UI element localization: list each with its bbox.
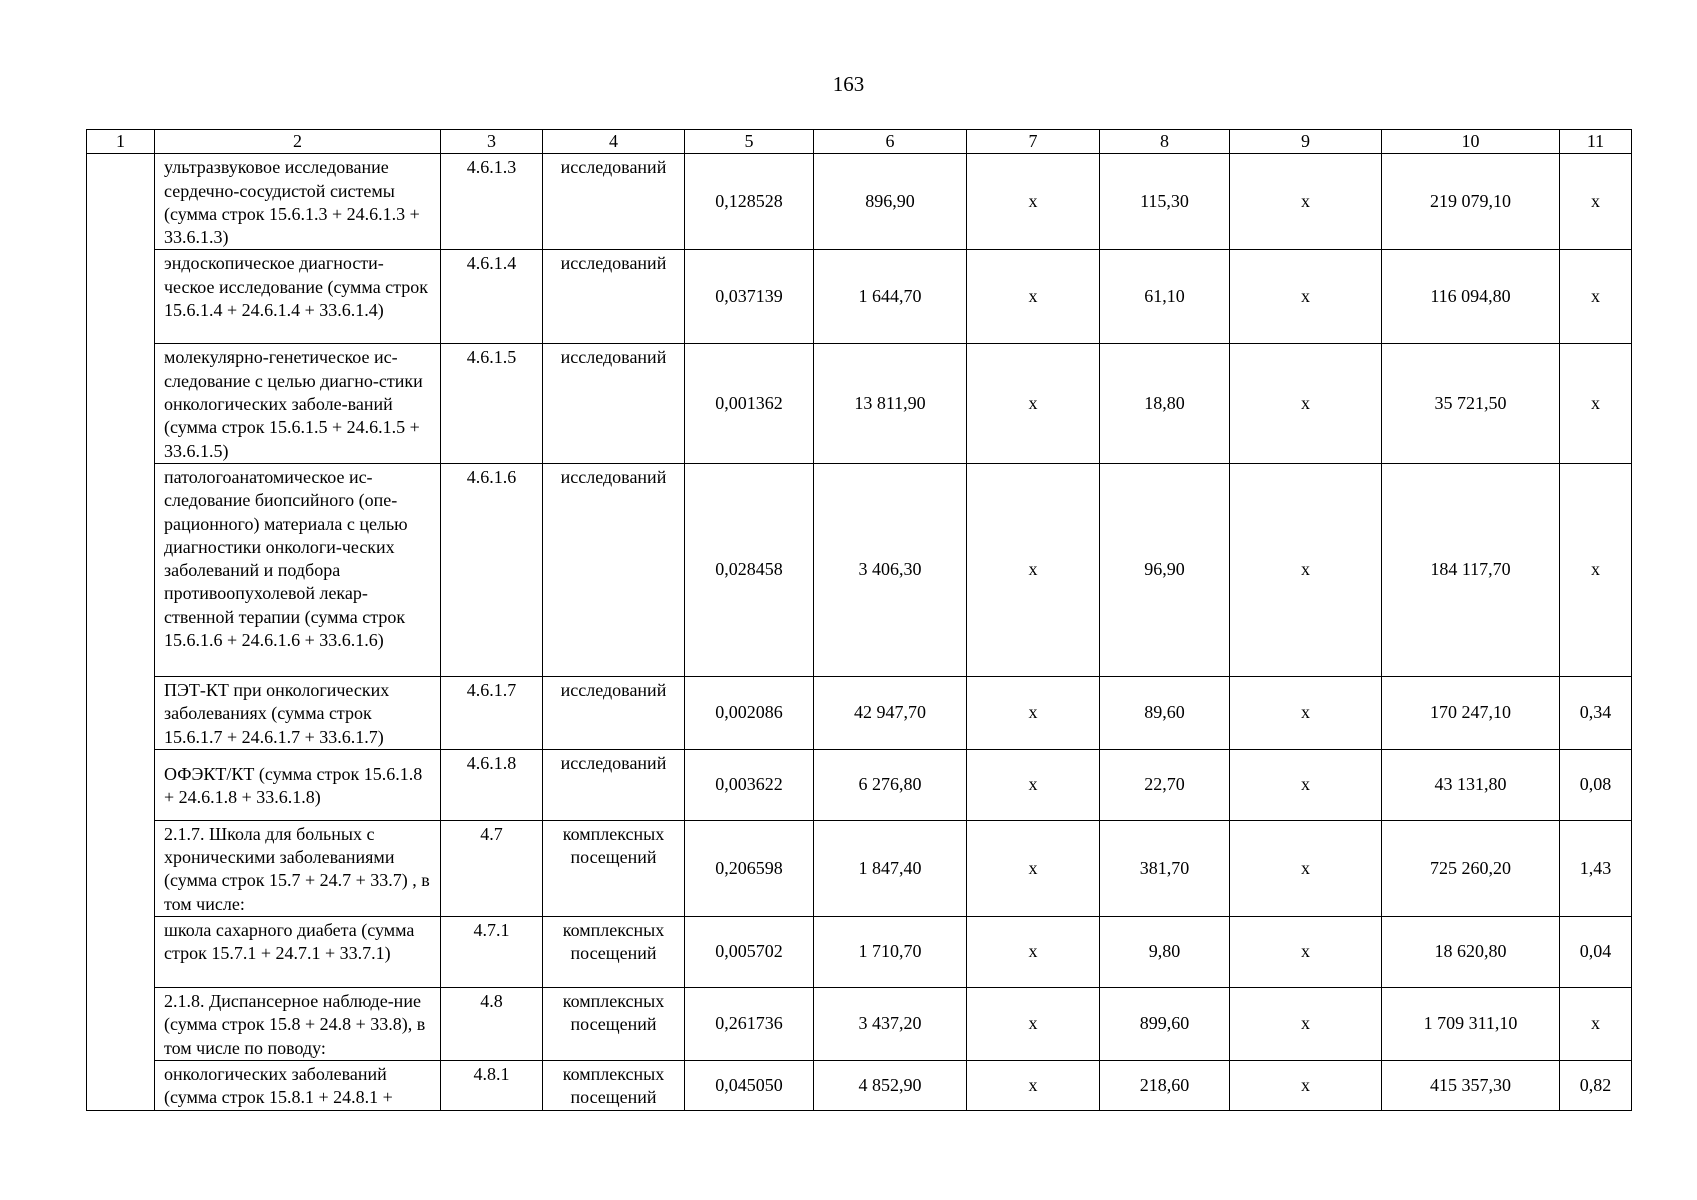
cell-col8: 18,80 <box>1100 344 1230 463</box>
cell-col5: 0,128528 <box>685 154 814 250</box>
row-code: 4.6.1.5 <box>441 344 543 463</box>
cell-col9: х <box>1230 1060 1382 1110</box>
cell-col10: 219 079,10 <box>1382 154 1560 250</box>
cell-col9: х <box>1230 250 1382 344</box>
row-unit: комплексных посещений <box>543 988 685 1061</box>
cell-col5: 0,005702 <box>685 917 814 988</box>
cell-col11: 1,43 <box>1560 820 1632 916</box>
table-row <box>87 154 1632 250</box>
cell-col7: х <box>967 820 1100 916</box>
cell-col5: 0,002086 <box>685 676 814 749</box>
cell-col9: х <box>1230 820 1382 916</box>
cell-col6: 3 406,30 <box>814 463 967 676</box>
cell-col6: 4 852,90 <box>814 1060 967 1110</box>
cell-col6: 896,90 <box>814 154 967 250</box>
row-name: школа сахарного диабета (сумма строк 15.7.1 + 24.7.1 + 33.7.1) <box>155 917 441 988</box>
row-name: эндоскопическое диагности-ческое исследование (сумма строк 15.6.1.4 + 24.6.1.4 + 33.6.1.4) <box>155 250 441 344</box>
cell-col9: х <box>1230 463 1382 676</box>
cell-col11: х <box>1560 250 1632 344</box>
cell-col8: 381,70 <box>1100 820 1230 916</box>
cell-col10: 43 131,80 <box>1382 749 1560 820</box>
table-row <box>87 344 1632 463</box>
column-header: 3 <box>441 130 543 154</box>
cell-col9: х <box>1230 344 1382 463</box>
row-name: молекулярно-генетическое ис-следование с целью диагно-стики онкологических заболе-ваний (сумма строк 15.6.1.5 + 24.6.1.5 + 33.6.1.5) <box>155 344 441 463</box>
column-header: 8 <box>1100 130 1230 154</box>
cell-col6: 3 437,20 <box>814 988 967 1061</box>
cell-col9: х <box>1230 917 1382 988</box>
cell-col8: 61,10 <box>1100 250 1230 344</box>
row-code: 4.6.1.3 <box>441 154 543 250</box>
cell-col5: 0,206598 <box>685 820 814 916</box>
row-code: 4.8.1 <box>441 1060 543 1110</box>
row-code: 4.6.1.6 <box>441 463 543 676</box>
row-unit: комплексных посещений <box>543 917 685 988</box>
cell-col10: 116 094,80 <box>1382 250 1560 344</box>
cell-col7: х <box>967 154 1100 250</box>
cell-col6: 1 847,40 <box>814 820 967 916</box>
row-code: 4.7 <box>441 820 543 916</box>
cell-col8: 9,80 <box>1100 917 1230 988</box>
cell-col7: х <box>967 463 1100 676</box>
cell-col6: 42 947,70 <box>814 676 967 749</box>
cell-col10: 170 247,10 <box>1382 676 1560 749</box>
row-unit: исследований <box>543 344 685 463</box>
cell-col10: 1 709 311,10 <box>1382 988 1560 1061</box>
cell-col10: 415 357,30 <box>1382 1060 1560 1110</box>
cell-col7: х <box>967 344 1100 463</box>
table-row <box>87 463 1632 676</box>
table-row <box>87 988 1632 1061</box>
cell-col5: 0,003622 <box>685 749 814 820</box>
row-unit: исследований <box>543 749 685 820</box>
cell-col11: 0,34 <box>1560 676 1632 749</box>
row-name: 2.1.7. Школа для больных с хроническими заболеваниями (сумма строк 15.7 + 24.7 + 33.7) , в том числе: <box>155 820 441 916</box>
cell-col8: 22,70 <box>1100 749 1230 820</box>
row-unit: исследований <box>543 676 685 749</box>
cell-col11: х <box>1560 463 1632 676</box>
cell-col11: х <box>1560 988 1632 1061</box>
row-unit: комплексных посещений <box>543 1060 685 1110</box>
row-unit: исследований <box>543 154 685 250</box>
table-row <box>87 749 1632 820</box>
cell-col8: 115,30 <box>1100 154 1230 250</box>
cell-col11: 0,04 <box>1560 917 1632 988</box>
cell-col9: х <box>1230 676 1382 749</box>
column-header: 4 <box>543 130 685 154</box>
row-name: онкологических заболеваний (сумма строк 15.8.1 + 24.8.1 + <box>155 1060 441 1110</box>
cell-col6: 1 710,70 <box>814 917 967 988</box>
cell-col7: х <box>967 250 1100 344</box>
cell-col7: х <box>967 917 1100 988</box>
column-header: 1 <box>87 130 155 154</box>
data-table <box>86 129 1632 1111</box>
table-row <box>87 1060 1632 1110</box>
row-unit: комплексных посещений <box>543 820 685 916</box>
table-row <box>87 820 1632 916</box>
row-name: патологоанатомическое ис-следование биопсийного (опе-рационного) материала с целью диагностики онкологи-ческих заболеваний и подбора противоопухолевой лекар-ственной терапии (сумма строк 15.6.1.6 + 24.6.1.6 + 33.6.1.6) <box>155 463 441 676</box>
row-unit: исследований <box>543 463 685 676</box>
row-code: 4.6.1.8 <box>441 749 543 820</box>
cell-col11: х <box>1560 154 1632 250</box>
cell-col5: 0,261736 <box>685 988 814 1061</box>
column-header: 10 <box>1382 130 1560 154</box>
page-number: 163 <box>832 72 865 96</box>
cell-col10: 725 260,20 <box>1382 820 1560 916</box>
cell-col9: х <box>1230 154 1382 250</box>
cell-col7: х <box>967 1060 1100 1110</box>
cell-col9: х <box>1230 988 1382 1061</box>
cell-col5: 0,045050 <box>685 1060 814 1110</box>
table-row <box>87 250 1632 344</box>
row-name: ультразвуковое исследование сердечно-сосудистой системы (сумма строк 15.6.1.3 + 24.6.1.3 + 33.6.1.3) <box>155 154 441 250</box>
column-header: 2 <box>155 130 441 154</box>
cell-col10: 184 117,70 <box>1382 463 1560 676</box>
table-row <box>87 917 1632 988</box>
cell-col11: х <box>1560 344 1632 463</box>
row-code: 4.7.1 <box>441 917 543 988</box>
cell-col8: 89,60 <box>1100 676 1230 749</box>
cell-col8: 218,60 <box>1100 1060 1230 1110</box>
cell-col5: 0,001362 <box>685 344 814 463</box>
row-code: 4.8 <box>441 988 543 1061</box>
column-header: 5 <box>685 130 814 154</box>
cell-col7: х <box>967 988 1100 1061</box>
column-header: 7 <box>967 130 1100 154</box>
cell-col5: 0,028458 <box>685 463 814 676</box>
row-name: ПЭТ-КТ при онкологических заболеваниях (сумма строк 15.6.1.7 + 24.6.1.7 + 33.6.1.7) <box>155 676 441 749</box>
row-code: 4.6.1.7 <box>441 676 543 749</box>
cell-col6: 6 276,80 <box>814 749 967 820</box>
cell-col7: х <box>967 749 1100 820</box>
cell-col10: 18 620,80 <box>1382 917 1560 988</box>
cell-col5: 0,037139 <box>685 250 814 344</box>
cell-col6: 1 644,70 <box>814 250 967 344</box>
column-header: 9 <box>1230 130 1382 154</box>
row-code: 4.6.1.4 <box>441 250 543 344</box>
cell-col6: 13 811,90 <box>814 344 967 463</box>
table-row <box>87 676 1632 749</box>
cell-col8: 96,90 <box>1100 463 1230 676</box>
cell-col10: 35 721,50 <box>1382 344 1560 463</box>
cell-col8: 899,60 <box>1100 988 1230 1061</box>
column-header: 6 <box>814 130 967 154</box>
column-header: 11 <box>1560 130 1632 154</box>
header-row <box>87 130 1632 154</box>
row-name: ОФЭКТ/КТ (сумма строк 15.6.1.8 + 24.6.1.8 + 33.6.1.8) <box>155 749 441 820</box>
row-unit: исследований <box>543 250 685 344</box>
cell-col7: х <box>967 676 1100 749</box>
cell-col9: х <box>1230 749 1382 820</box>
cell-col11: 0,08 <box>1560 749 1632 820</box>
cell-col11: 0,82 <box>1560 1060 1632 1110</box>
group-cell <box>87 154 155 1110</box>
row-name: 2.1.8. Диспансерное наблюде-ние (сумма строк 15.8 + 24.8 + 33.8), в том числе по поводу: <box>155 988 441 1061</box>
